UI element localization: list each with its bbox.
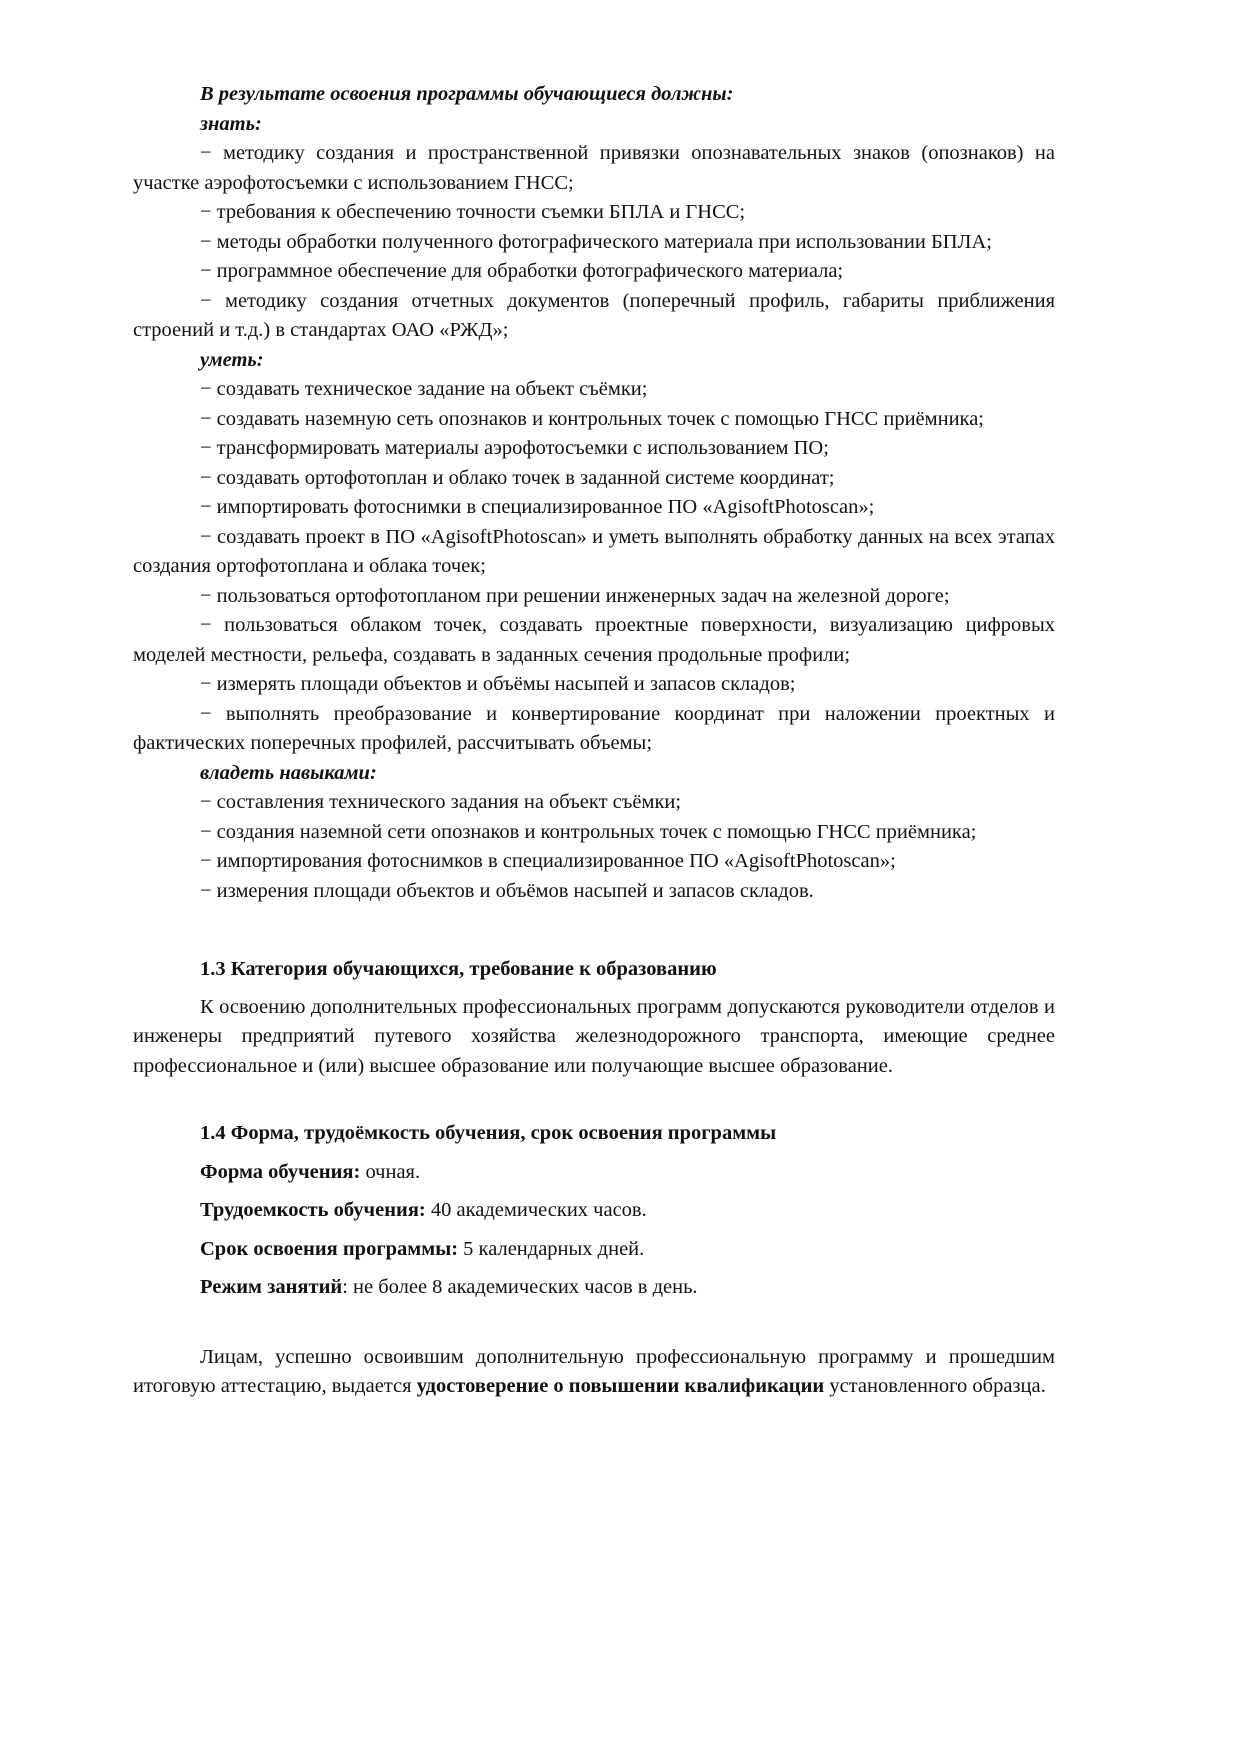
- form-value: очная.: [360, 1160, 421, 1183]
- list-item: − создавать наземную сеть опознаков и контрольных точек с помощью ГНСС приёмника;: [200, 407, 984, 430]
- final-text-before: Лицам, успешно освоившим дополнительную профессиональную программу и прошедшим итоговую аттестацию, выдается: [133, 1345, 1055, 1397]
- final-paragraph: [133, 1343, 1055, 1402]
- can-label: уметь:: [200, 348, 264, 371]
- list-item: − импортировать фотоснимки в специализированное ПО «AgisoftPhotoscan»;: [200, 496, 875, 518]
- schedule-value: : не более 8 академических часов в день.: [342, 1276, 698, 1298]
- section-1-3-text: К освоению дополнительных профессиональных программ допускаются руководители отделов и инженеры предприятий путевого хозяйства железнодорожного транспорта, имеющие среднее профессиональное и (или) высшее образование или получающие высшее образование.: [133, 995, 1055, 1077]
- list-item: − измерять площади объектов и объёмы насыпей и запасов складов;: [200, 673, 796, 695]
- skills-label: владеть навыками:: [200, 761, 377, 784]
- labor-row: [133, 1196, 1055, 1226]
- document-page: [133, 80, 1055, 1402]
- final-text-after: установленного образца.: [824, 1375, 1046, 1397]
- can-list: [133, 375, 1055, 759]
- know-list: [133, 139, 1055, 346]
- list-item: − методику создания отчетных документов (поперечный профиль, габариты приближения строений и т.д.) в стандартах ОАО «РЖД»;: [133, 289, 1055, 341]
- schedule-row: [133, 1273, 1055, 1303]
- list-item: − требования к обеспечению точности съемки БПЛА и ГНСС;: [200, 201, 746, 223]
- section-1-4-heading: 1.4 Форма, трудоёмкость обучения, срок освоения программы: [200, 1122, 777, 1144]
- section-1-3-heading: 1.3 Категория обучающихся, требование к образованию: [200, 958, 717, 980]
- list-item: − методику создания и пространственной привязки опознавательных знаков (опознаков) на участке аэрофотосъемки с использованием ГНСС;: [133, 142, 1055, 194]
- know-label: знать:: [200, 112, 262, 135]
- list-item: − создавать ортофотоплан и облако точек в заданной системе координат;: [200, 466, 835, 489]
- list-item: − создания наземной сети опознаков и контрольных точек с помощью ГНСС приёмника;: [200, 820, 977, 843]
- form-row: [133, 1158, 1055, 1188]
- labor-label: Трудоемкость обучения:: [200, 1199, 426, 1221]
- list-item: − измерения площади объектов и объёмов насыпей и запасов складов.: [200, 879, 814, 902]
- list-item: − пользоваться облаком точек, создавать проектные поверхности, визуализацию цифровых моделей местности, рельефа, создавать в заданных сечения продольные профили;: [133, 614, 1055, 666]
- term-row: [133, 1235, 1055, 1265]
- list-item: − программное обеспечение для обработки фотографического материала;: [200, 260, 844, 282]
- list-item: − пользоваться ортофотопланом при решении инженерных задач на железной дороге;: [200, 584, 950, 607]
- list-item: − создавать техническое задание на объект съёмки;: [200, 378, 648, 400]
- list-item: − выполнять преобразование и конвертирование координат при наложении проектных и фактических поперечных профилей, рассчитывать объемы;: [133, 702, 1055, 754]
- skills-list: [133, 788, 1055, 906]
- term-value: 5 календарных дней.: [458, 1237, 645, 1260]
- list-item: − методы обработки полученного фотографического материала при использовании БПЛА;: [200, 230, 992, 253]
- certificate-text: удостоверение о повышении квалификации: [416, 1375, 825, 1397]
- list-item: − составления технического задания на объект съёмки;: [200, 791, 682, 813]
- list-item: − создавать проект в ПО «AgisoftPhotoscan» и уметь выполнять обработку данных на всех этапах создания ортофотоплана и облака точек;: [133, 525, 1055, 577]
- schedule-label: Режим занятий: [200, 1276, 343, 1298]
- term-label: Срок освоения программы:: [200, 1237, 459, 1260]
- labor-value: 40 академических часов.: [425, 1199, 647, 1221]
- form-label: Форма обучения:: [200, 1160, 361, 1183]
- intro-heading: В результате освоения программы обучающиеся должны:: [200, 83, 734, 105]
- list-item: − трансформировать материалы аэрофотосъемки с использованием ПО;: [200, 437, 829, 459]
- list-item: − импортирования фотоснимков в специализированное ПО «AgisoftPhotoscan»;: [200, 850, 896, 872]
